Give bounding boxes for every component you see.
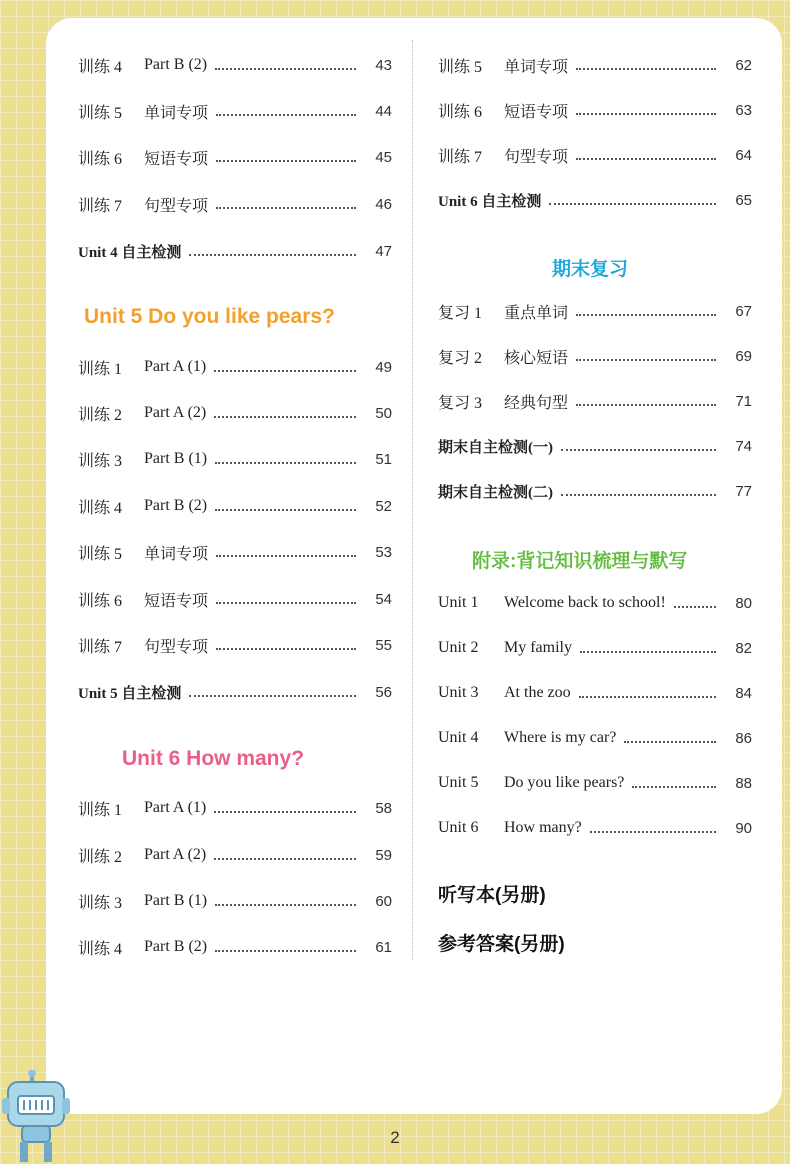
toc-entry[interactable]: 训练 6 短语专项 54 [78, 590, 392, 610]
leader-dots [214, 416, 356, 418]
leader-dots [189, 695, 356, 697]
page-ref: 71 [735, 392, 752, 410]
leader-dots [216, 114, 356, 116]
page-ref: 64 [735, 146, 752, 164]
page-ref: 45 [375, 148, 392, 166]
leader-dots [561, 494, 716, 496]
leader-dots [674, 606, 716, 608]
page-ref: 58 [375, 799, 392, 817]
page-ref: 43 [375, 56, 392, 74]
toc-entry[interactable]: 训练 7 句型专项 55 [78, 636, 392, 656]
toc-entry[interactable]: 训练 4 Part B (2) 52 [78, 497, 392, 517]
toc-entry[interactable]: 训练 1 Part A (1) 58 [78, 799, 392, 819]
toc-entry[interactable]: 训练 6 短语专项 45 [78, 148, 392, 168]
page-ref: 52 [375, 497, 392, 515]
leader-dots [214, 811, 356, 813]
page-ref: 69 [735, 347, 752, 365]
leader-dots [632, 786, 716, 788]
leader-dots [576, 314, 716, 316]
leader-dots [576, 68, 716, 70]
page-ref: 55 [375, 636, 392, 654]
leader-dots [561, 449, 716, 451]
page-ref: 54 [375, 590, 392, 608]
final-self-check-2-entry[interactable]: 期末自主检测(二) 77 [438, 482, 752, 501]
toc-entry[interactable]: Unit 3 At the zoo 84 [438, 684, 752, 702]
page-ref: 51 [375, 450, 392, 468]
toc-entry[interactable]: 训练 5 单词专项 44 [78, 102, 392, 122]
toc-entry[interactable]: Unit 4 Where is my car? 86 [438, 729, 752, 747]
toc-entry[interactable]: 训练 2 Part A (2) 59 [78, 846, 392, 866]
page-ref: 88 [735, 774, 752, 792]
toc-entry[interactable]: 训练 1 Part A (1) 49 [78, 358, 392, 378]
leader-dots [216, 602, 356, 604]
leader-dots [214, 858, 356, 860]
toc-entry[interactable]: 训练 5 单词专项 53 [78, 543, 392, 563]
leader-dots [214, 370, 356, 372]
page-ref: 49 [375, 358, 392, 376]
page-ref: 74 [735, 437, 752, 455]
unit5-heading: Unit 5 Do you like pears? [84, 305, 335, 328]
leader-dots [189, 254, 356, 256]
leader-dots [216, 555, 356, 557]
page-ref: 90 [735, 819, 752, 837]
unit6-self-check-entry[interactable]: Unit 6 自主检测 65 [438, 191, 752, 210]
leader-dots [215, 904, 356, 906]
leader-dots [549, 203, 716, 205]
toc-entry[interactable]: Unit 5 Do you like pears? 88 [438, 774, 752, 792]
page-number: 2 [390, 1128, 400, 1147]
unit6-heading: Unit 6 How many? [122, 747, 305, 770]
page-ref: 46 [375, 195, 392, 213]
leader-dots [216, 648, 356, 650]
leader-dots [216, 160, 356, 162]
page-ref: 56 [375, 683, 392, 701]
page-ref: 44 [375, 102, 392, 120]
toc-entry[interactable]: Unit 6 How many? 90 [438, 819, 752, 837]
page-ref: 60 [375, 892, 392, 910]
page-ref: 53 [375, 543, 392, 561]
leader-dots [576, 404, 716, 406]
toc-entry[interactable]: 复习 2 核心短语 69 [438, 347, 752, 367]
toc-entry[interactable]: Unit 1 Welcome back to school! 80 [438, 594, 752, 612]
leader-dots [624, 741, 716, 743]
page-ref: 50 [375, 404, 392, 422]
toc-entry[interactable]: 复习 3 经典句型 71 [438, 392, 752, 412]
toc-entry[interactable]: 复习 1 重点单词 67 [438, 302, 752, 322]
page-ref: 67 [735, 302, 752, 320]
leader-dots [590, 831, 716, 833]
final-review-heading: 期末复习 [552, 259, 629, 280]
toc-entry[interactable]: 训练 7 句型专项 46 [78, 195, 392, 215]
leader-dots [579, 696, 716, 698]
toc-entry[interactable]: 训练 3 Part B (1) 60 [78, 892, 392, 912]
toc-entry[interactable]: 训练 6 短语专项 63 [438, 101, 752, 121]
page-ref: 63 [735, 101, 752, 119]
toc-entry[interactable]: 训练 7 句型专项 64 [438, 146, 752, 166]
leader-dots [576, 158, 716, 160]
appendix-heading: 附录:背记知识梳理与默写 [472, 551, 688, 572]
page-ref: 80 [735, 594, 752, 612]
toc-entry[interactable]: Unit 2 My family 82 [438, 639, 752, 657]
leader-dots [216, 207, 356, 209]
page-ref: 47 [375, 242, 392, 260]
page-ref: 65 [735, 191, 752, 209]
toc-entry[interactable]: 训练 4 Part B (2) 43 [78, 56, 392, 76]
page-ref: 77 [735, 482, 752, 500]
unit5-self-check-entry[interactable]: Unit 5 自主检测 56 [78, 683, 392, 702]
page-ref: 61 [375, 938, 392, 956]
toc-entry[interactable]: 训练 2 Part A (2) 50 [78, 404, 392, 424]
toc-entry[interactable]: 训练 5 单词专项 62 [438, 56, 752, 76]
leader-dots [215, 462, 356, 464]
leader-dots [215, 68, 356, 70]
page-ref: 62 [735, 56, 752, 74]
dictation-book-entry[interactable]: 听写本(另册) [438, 885, 546, 906]
leader-dots [215, 509, 356, 511]
unit4-self-check-entry[interactable]: Unit 4 自主检测 47 [78, 242, 392, 261]
leader-dots [580, 651, 716, 653]
final-self-check-1-entry[interactable]: 期末自主检测(一) 74 [438, 437, 752, 456]
toc-entry[interactable]: 训练 3 Part B (1) 51 [78, 450, 392, 470]
toc-entry[interactable]: 训练 4 Part B (2) 61 [78, 938, 392, 958]
page-ref: 84 [735, 684, 752, 702]
leader-dots [576, 359, 716, 361]
robot-mascot-icon [0, 1070, 80, 1164]
leader-dots [576, 113, 716, 115]
page-ref: 86 [735, 729, 752, 747]
leader-dots [215, 950, 356, 952]
page-ref: 82 [735, 639, 752, 657]
answer-key-entry[interactable]: 参考答案(另册) [438, 934, 565, 955]
page-ref: 59 [375, 846, 392, 864]
column-divider [412, 40, 413, 960]
